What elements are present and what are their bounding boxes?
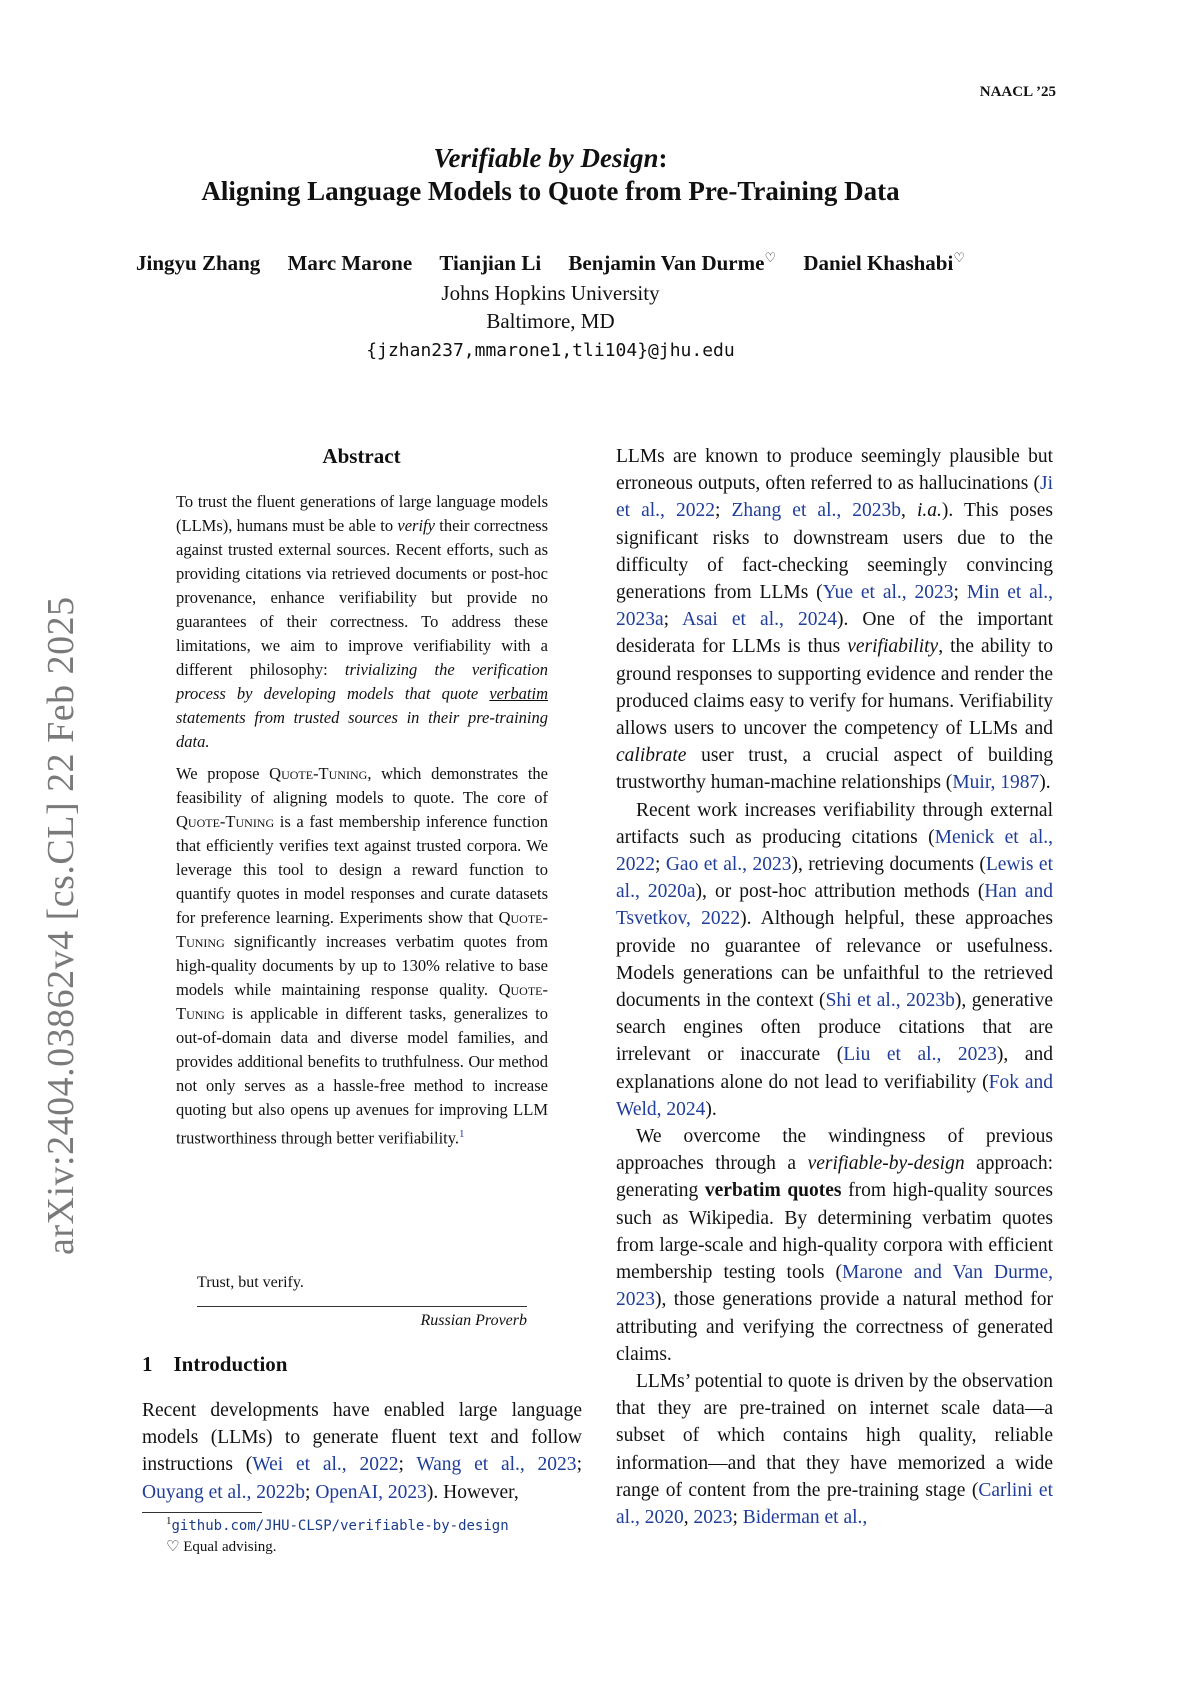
author-5: Daniel Khashabi — [803, 251, 954, 275]
author-2: Marc Marone — [287, 251, 413, 275]
citation-link[interactable]: Lewis et al., 2020a — [616, 854, 1053, 903]
footnote-2: ♡ Equal advising. — [166, 1539, 277, 1555]
citation-link[interactable]: Muir, 1987 — [952, 772, 1040, 794]
author-1: Jingyu Zhang — [136, 251, 261, 275]
citation-link[interactable]: Fok and Weld, 2024 — [616, 1071, 1053, 1120]
right-paragraph-4: LLMs’ potential to quote is driven by the observation that they are pre-trained on internet scale data—a subset of which contains high quality, reliable information—and that they have memorized a wide range of content from the pre-training stage (Carlini et al., 2020, 2023; Biderman et al., — [616, 1370, 1053, 1528]
title-italic: Verifiable by Design — [433, 143, 659, 173]
epigraph-rule — [197, 1306, 527, 1307]
citation-link[interactable]: Gao et al., 2023 — [665, 854, 792, 876]
intro-paragraph: Recent developments have enabled large language models (LLMs) to generate fluent text and follow instructions (Wei et al., 2022; Wang et al., 2023; Ouyang et al., 2022b; OpenAI, 2023). However, — [142, 1400, 582, 1503]
citation-link[interactable]: Menick et al., 2022 — [616, 826, 1053, 876]
footnote-1: $^1$github.com/JHU-CLSP/verifiable-by-design — [166, 1515, 509, 1534]
citation-link[interactable]: Han and Tsvetkov, 2022 — [616, 881, 1053, 930]
arxiv-stamp: arXiv:2404.03862v4 [cs.CL] 22 Feb 2025 — [40, 596, 82, 1255]
citation-link[interactable]: Liu et al., 2023 — [843, 1044, 997, 1066]
citation-link[interactable]: Zhang et al., 2023b — [731, 500, 902, 522]
footnote-rule — [142, 1512, 262, 1513]
right-paragraph-2: Recent work increases verifiability through external artifacts such as producing citations (Menick et al., 2022; Gao et al., 2023), retrieving documents (Lewis et al., 2020a), or post-hoc attribution methods (Han and Tsvetkov, 2022). Although helpful, these approaches provide no guarantee of relevance or usefulness. Models generations can be unfaithful to the retrieved documents in the context (Shi et al., 2023b), generative search engines often produce citations that are irrelevant or inaccurate (Liu et al., 2023), and explanations alone do not lead to verifiability (Fok and Weld, 2024). — [616, 799, 1053, 1120]
citation-link[interactable]: OpenAI, 2023 — [315, 1481, 427, 1503]
title-line2: Aligning Language Models to Quote from Pre-Training Data — [201, 176, 900, 206]
citation-link[interactable]: 2023 — [693, 1506, 733, 1528]
abstract-paragraph-2: We propose Quote-Tuning, which demonstrates the feasibility of aligning models to quote. The core of Quote-Tuning is a fast membership inference function that efficiently verifies text against trusted corpora. We leverage this tool to design a reward function to quantify quotes in model responses and curate datasets for preference learning. Experiments show that Quote-Tuning significantly increases verbatim quotes from high-quality documents by up to 130% relative to base models while maintaining response quality. Quote-Tuning is applicable in different tasks, generalizes to out-of-domain data and diverse model families, and provides additional benefits to truthfulness. Our method not only serves as a hassle-free method to increase quoting but also opens up avenues for improving LLM trustworthiness through better verifiability.$^1$ — [176, 764, 548, 1148]
abstract-paragraph-1: To trust the fluent generations of large language models (LLMs), humans must be able to verify their correctness against trusted external sources. Recent efforts, such as providing citations via retrieved documents or post-hoc provenance, enhance verifiability but provide no guarantees of their correctness. To address these limitations, we aim to improve verifiability with a different philosophy: trivializing the verification process by developing models that quote verbatim statements from trusted sources in their pre-training data. — [176, 492, 548, 751]
citation-link[interactable]: Carlini et al., 2020 — [616, 1479, 1053, 1528]
repo-link[interactable]: github.com/JHU-CLSP/verifiable-by-design — [171, 1518, 509, 1534]
citation-link[interactable]: Wei et al., 2022 — [252, 1454, 399, 1476]
right-paragraph-1: LLMs are known to produce seemingly plausible but erroneous outputs, often referred to as hallucinations (Ji et al., 2022; Zhang et al., 2023b, i.a.). This poses significant risks to downstream users due to the difficulty of fact-checking seemingly convincing generations from LLMs (Yue et al., 2023; Min et al., 2023a; Asai et al., 2024). One of the important desiderata for LLMs is thus verifiability, the ability to ground responses to supporting evidence and render the produced claims easy to verify for humans. Verifiability allows users to uncover the competency of LLMs and calibrate user trust, a crucial aspect of building trustworthy human-machine relationships (Muir, 1987). — [616, 446, 1053, 794]
citation-link[interactable]: Biderman et al., — [742, 1506, 868, 1528]
title-colon: : — [658, 143, 668, 173]
citation-link[interactable]: Marone and Van Durme, 2023 — [616, 1262, 1054, 1311]
affiliation-location: Baltimore, MD — [486, 309, 615, 333]
footnote-ref-1[interactable]: 1 — [459, 1128, 465, 1140]
abstract-body — [176, 490, 548, 1151]
author-list — [0, 250, 1101, 276]
author-emails: {jzhan237,mmarone1,tli104}@jhu.edu — [366, 340, 735, 361]
venue-label: NAACL ’25 — [979, 84, 1056, 100]
abstract-heading: Abstract — [322, 444, 401, 468]
section-heading — [142, 1352, 287, 1377]
author-3: Tianjian Li — [439, 251, 542, 275]
citation-link[interactable]: Wang et al., 2023 — [416, 1454, 577, 1476]
citation-link[interactable]: Ouyang et al., 2022b — [142, 1481, 306, 1503]
section-number: 1 — [142, 1352, 153, 1376]
equal-advising-mark: ♡ — [764, 250, 777, 265]
paper-title — [0, 142, 1101, 208]
right-paragraph-3: We overcome the windingness of previous approaches through a verifiable-by-design approach: generating verbatim quotes from high-quality sources such as Wikipedia. By determining verbatim quotes from large-scale and high-quality corpora with efficient membership testing tools (Marone and Van Durme, 2023), those generations provide a natural method for attributing and verifying the correctness of generated claims. — [616, 1126, 1054, 1365]
author-4: Benjamin Van Durme — [568, 251, 765, 275]
equal-advising-mark: ♡ — [953, 250, 965, 265]
citation-link[interactable]: Min et al., 2023a — [616, 582, 1053, 631]
citation-link[interactable]: Asai et al., 2024 — [682, 609, 837, 631]
citation-link[interactable]: Ji et al., 2022 — [616, 473, 1053, 522]
citation-link[interactable]: Yue et al., 2023 — [822, 582, 954, 604]
right-column — [616, 443, 1053, 1531]
section-title: Introduction — [173, 1352, 288, 1376]
epigraph-text: Trust, but verify. — [197, 1274, 304, 1291]
affiliation-institution: Johns Hopkins University — [441, 281, 660, 305]
epigraph-source: Russian Proverb — [420, 1312, 527, 1329]
citation-link[interactable]: Shi et al., 2023b — [825, 990, 955, 1012]
